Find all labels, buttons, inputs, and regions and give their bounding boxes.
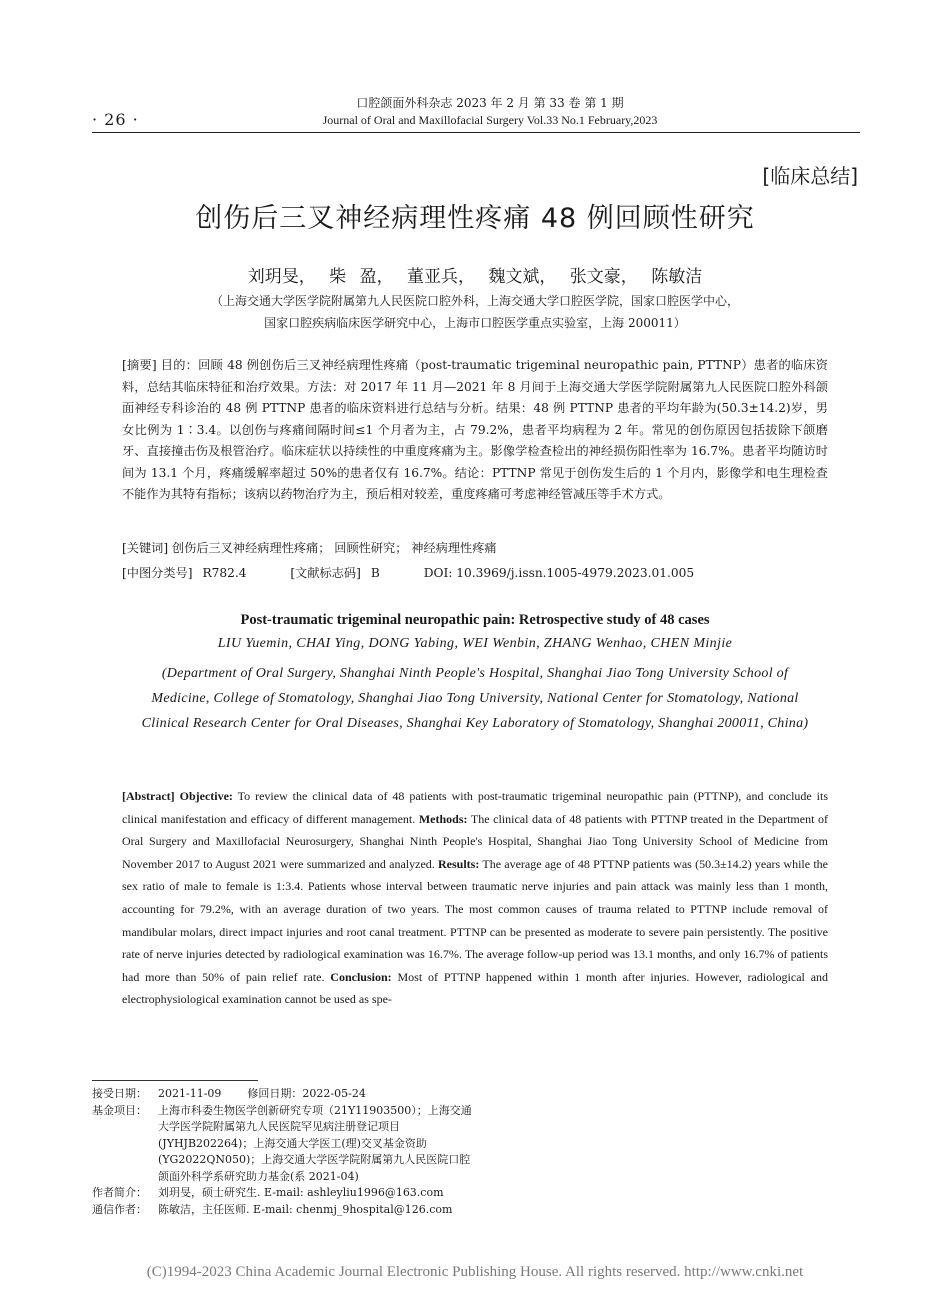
page-number: · 26 ·	[92, 110, 139, 129]
abstract-cn-text: 目的：回顾 48 例创伤后三叉神经病理性疼痛（post-traumatic trigeminal neuropathic pain, PTTNP）患者的临床资料，总结其临床特征和治疗效果。方法：对 2017 年 11 月—2021 年 8 月间于上海交通大学医学院附属第九人民医院口腔外科颌面神经专科诊治的 48 例 PTTNP 患者的临床资料进行总结与分析。结果：48 例 PTTNP 患者的平均年龄为(50.3±14.2)岁，男女比例为 1∶3.4。以创伤与疼痛间隔时间≤1 个月者为主，占 79.2%，患者平均病程为 2 年。常见的创伤原因包括拔除下颌磨牙、直接撞击伤及根管治疗。临床症状以持续性的中重度疼痛为主。影像学检查检出的神经损伤阳性率为 16.7%。患者平均随访时间为 13.1 个月，疼痛缓解率超过 50%的患者仅有 16.7%。结论：PTTNP 常见于创伤发生后的 1 个月内，影像学和电生理检查不能作为其特有指标；该病以药物治疗为主，预后相对较差，重度疼痛可考虑神经管减压等手术方式。	[122, 358, 828, 501]
affiliation-cn	[92, 290, 858, 334]
footnote-funding	[92, 1103, 472, 1186]
abstract-cn	[122, 355, 828, 506]
copyright-watermark: (C)1994-2023 China Academic Journal Electronic Publishing House. All rights reserved. http://www.cnki.net	[146, 1264, 804, 1280]
keywords-cn	[122, 538, 828, 560]
received-label: 接受日期：	[92, 1087, 147, 1100]
abstract-en-label: [Abstract]	[122, 789, 175, 803]
author-text: 刘玥旻，硕士研究生. E-mail: ashleyliu1996@163.com	[158, 1186, 444, 1199]
clc-value: R782.4	[202, 566, 247, 580]
affiliation-cn-line2: 国家口腔疾病临床医学研究中心，上海市口腔医学重点实验室，上海 200011）	[264, 316, 686, 330]
affiliation-en: (Department of Oral Surgery, Shanghai Ninth People's Hospital, Shanghai Jiao Tong University School of Medicine, College of Stomatology, Shanghai Jiao Tong University, National Center for Stomatology, National Clinical Research Center for Oral Diseases, Shanghai Key Laboratory of Stomatology, Shanghai 200011, China)	[141, 666, 809, 731]
objective-text: To review the clinical data of 48 patients with post-traumatic trigeminal neuropathic pain (PTTNP), and conclude its clinical manifestation and efficacy of different management.	[122, 789, 829, 826]
clc-label: [中图分类号]	[122, 566, 193, 580]
affiliation-cn-line1: （上海交通大学医学院附属第九人民医院口腔外科，上海交通大学口腔医学院，国家口腔医学中心，	[210, 294, 739, 308]
conclusion-label: Conclusion:	[330, 969, 392, 984]
funding-label: 基金项目：	[92, 1103, 147, 1117]
conclusion-text: Most of PTTNP happened within 1 month after injuries. However, radiological and electrophysiological examination cannot be used as spe-	[122, 969, 829, 1007]
keywords-cn-label: [关键词]	[122, 541, 169, 555]
methods-text: The clinical data of 48 patients with PTTNP treated in the Department of Oral Surgery and Maxillofacial Neurosurgery, Shanghai Ninth People's Hospital, Shanghai Jiao Tong University School of Medicine from November 2017 to August 2021 were summarized and analyzed.	[122, 811, 829, 871]
classification-line	[122, 563, 828, 585]
results-label: Results:	[438, 856, 480, 871]
doi: DOI: 10.3969/j.issn.1005-4979.2023.01.005	[423, 566, 695, 580]
keywords-cn-text: 创伤后三叉神经病理性疼痛； 回顾性研究； 神经病理性疼痛	[171, 541, 497, 555]
footnote-divider	[92, 1080, 258, 1081]
footnote-corresponding	[92, 1202, 472, 1219]
footnote-dates	[92, 1086, 472, 1103]
revised-label: 修回日期：	[247, 1087, 303, 1100]
article-title-en: Post-traumatic trigeminal neuropathic pain: Retrospective study of 48 cases	[240, 612, 710, 628]
abstract-cn-label: [摘要]	[122, 358, 157, 372]
doc-code-label: [文献标志码]	[290, 566, 361, 580]
revised-date: 2022-05-24	[302, 1087, 366, 1100]
author-label: 作者简介：	[92, 1186, 147, 1199]
journal-title-cn: 口腔颌面外科杂志 2023 年 2 月 第 33 卷 第 1 期	[356, 96, 624, 110]
header-divider	[92, 132, 860, 133]
authors-en: LIU Yuemin, CHAI Ying, DONG Yabing, WEI Wenbin, ZHANG Wenhao, CHEN Minjie	[217, 636, 733, 651]
results-text: The average age of 48 PTTNP patients was (50.3±14.2) years while the sex ratio of male to female is 1:3.4. Patients whose interval between traumatic nerve injuries and pain attack was mainly less than 1 month, accounting for 79.2%, with an average duration of two years. The most common causes of trauma related to PTTNP include removal of mandibular molars, direct impact injuries and root canal treatment. PTTNP can be presented as moderate to severe pain persistently. The positive rate of nerve injuries detected by radiological examination was 16.7%. The average follow-up period was 13.1 months, and only 16.7% of patients had more than 50% of pain relief rate.	[122, 856, 828, 984]
corresponding-label: 通信作者：	[92, 1202, 147, 1216]
methods-label: Methods:	[418, 811, 468, 826]
received-date: 2021-11-09	[158, 1087, 222, 1100]
objective-label: Objective:	[179, 789, 233, 803]
column-tag: [临床总结]	[762, 164, 858, 188]
authors-cn: 刘玥旻， 柴 盈， 董亚兵， 魏文斌， 张文豪， 陈敏洁	[247, 267, 703, 287]
journal-title-en: Journal of Oral and Maxillofacial Surgery Vol.33 No.1 February,2023	[322, 113, 658, 127]
abstract-en	[122, 785, 828, 1011]
article-title-cn: 创伤后三叉神经病理性疼痛 48 例回顾性研究	[195, 203, 755, 234]
footnotes	[92, 1086, 472, 1218]
corresponding-text: 陈敏洁，主任医师. E-mail: chenmj_9hospital@126.com	[158, 1202, 453, 1216]
funding-text: 上海市科委生物医学创新研究专项（21Y11903500）；上海交通大学医学院附属第九人民医院罕见病注册登记项目(JYHJB202264)；上海交通大学医工(理)交叉基金资助(YG2022QN050)；上海交通大学医学院附属第九人民医院口腔颌面外科学系研究助力基金(系 2021-04)	[158, 1103, 472, 1183]
doc-code-value: B	[370, 566, 380, 580]
footnote-author	[92, 1185, 472, 1202]
